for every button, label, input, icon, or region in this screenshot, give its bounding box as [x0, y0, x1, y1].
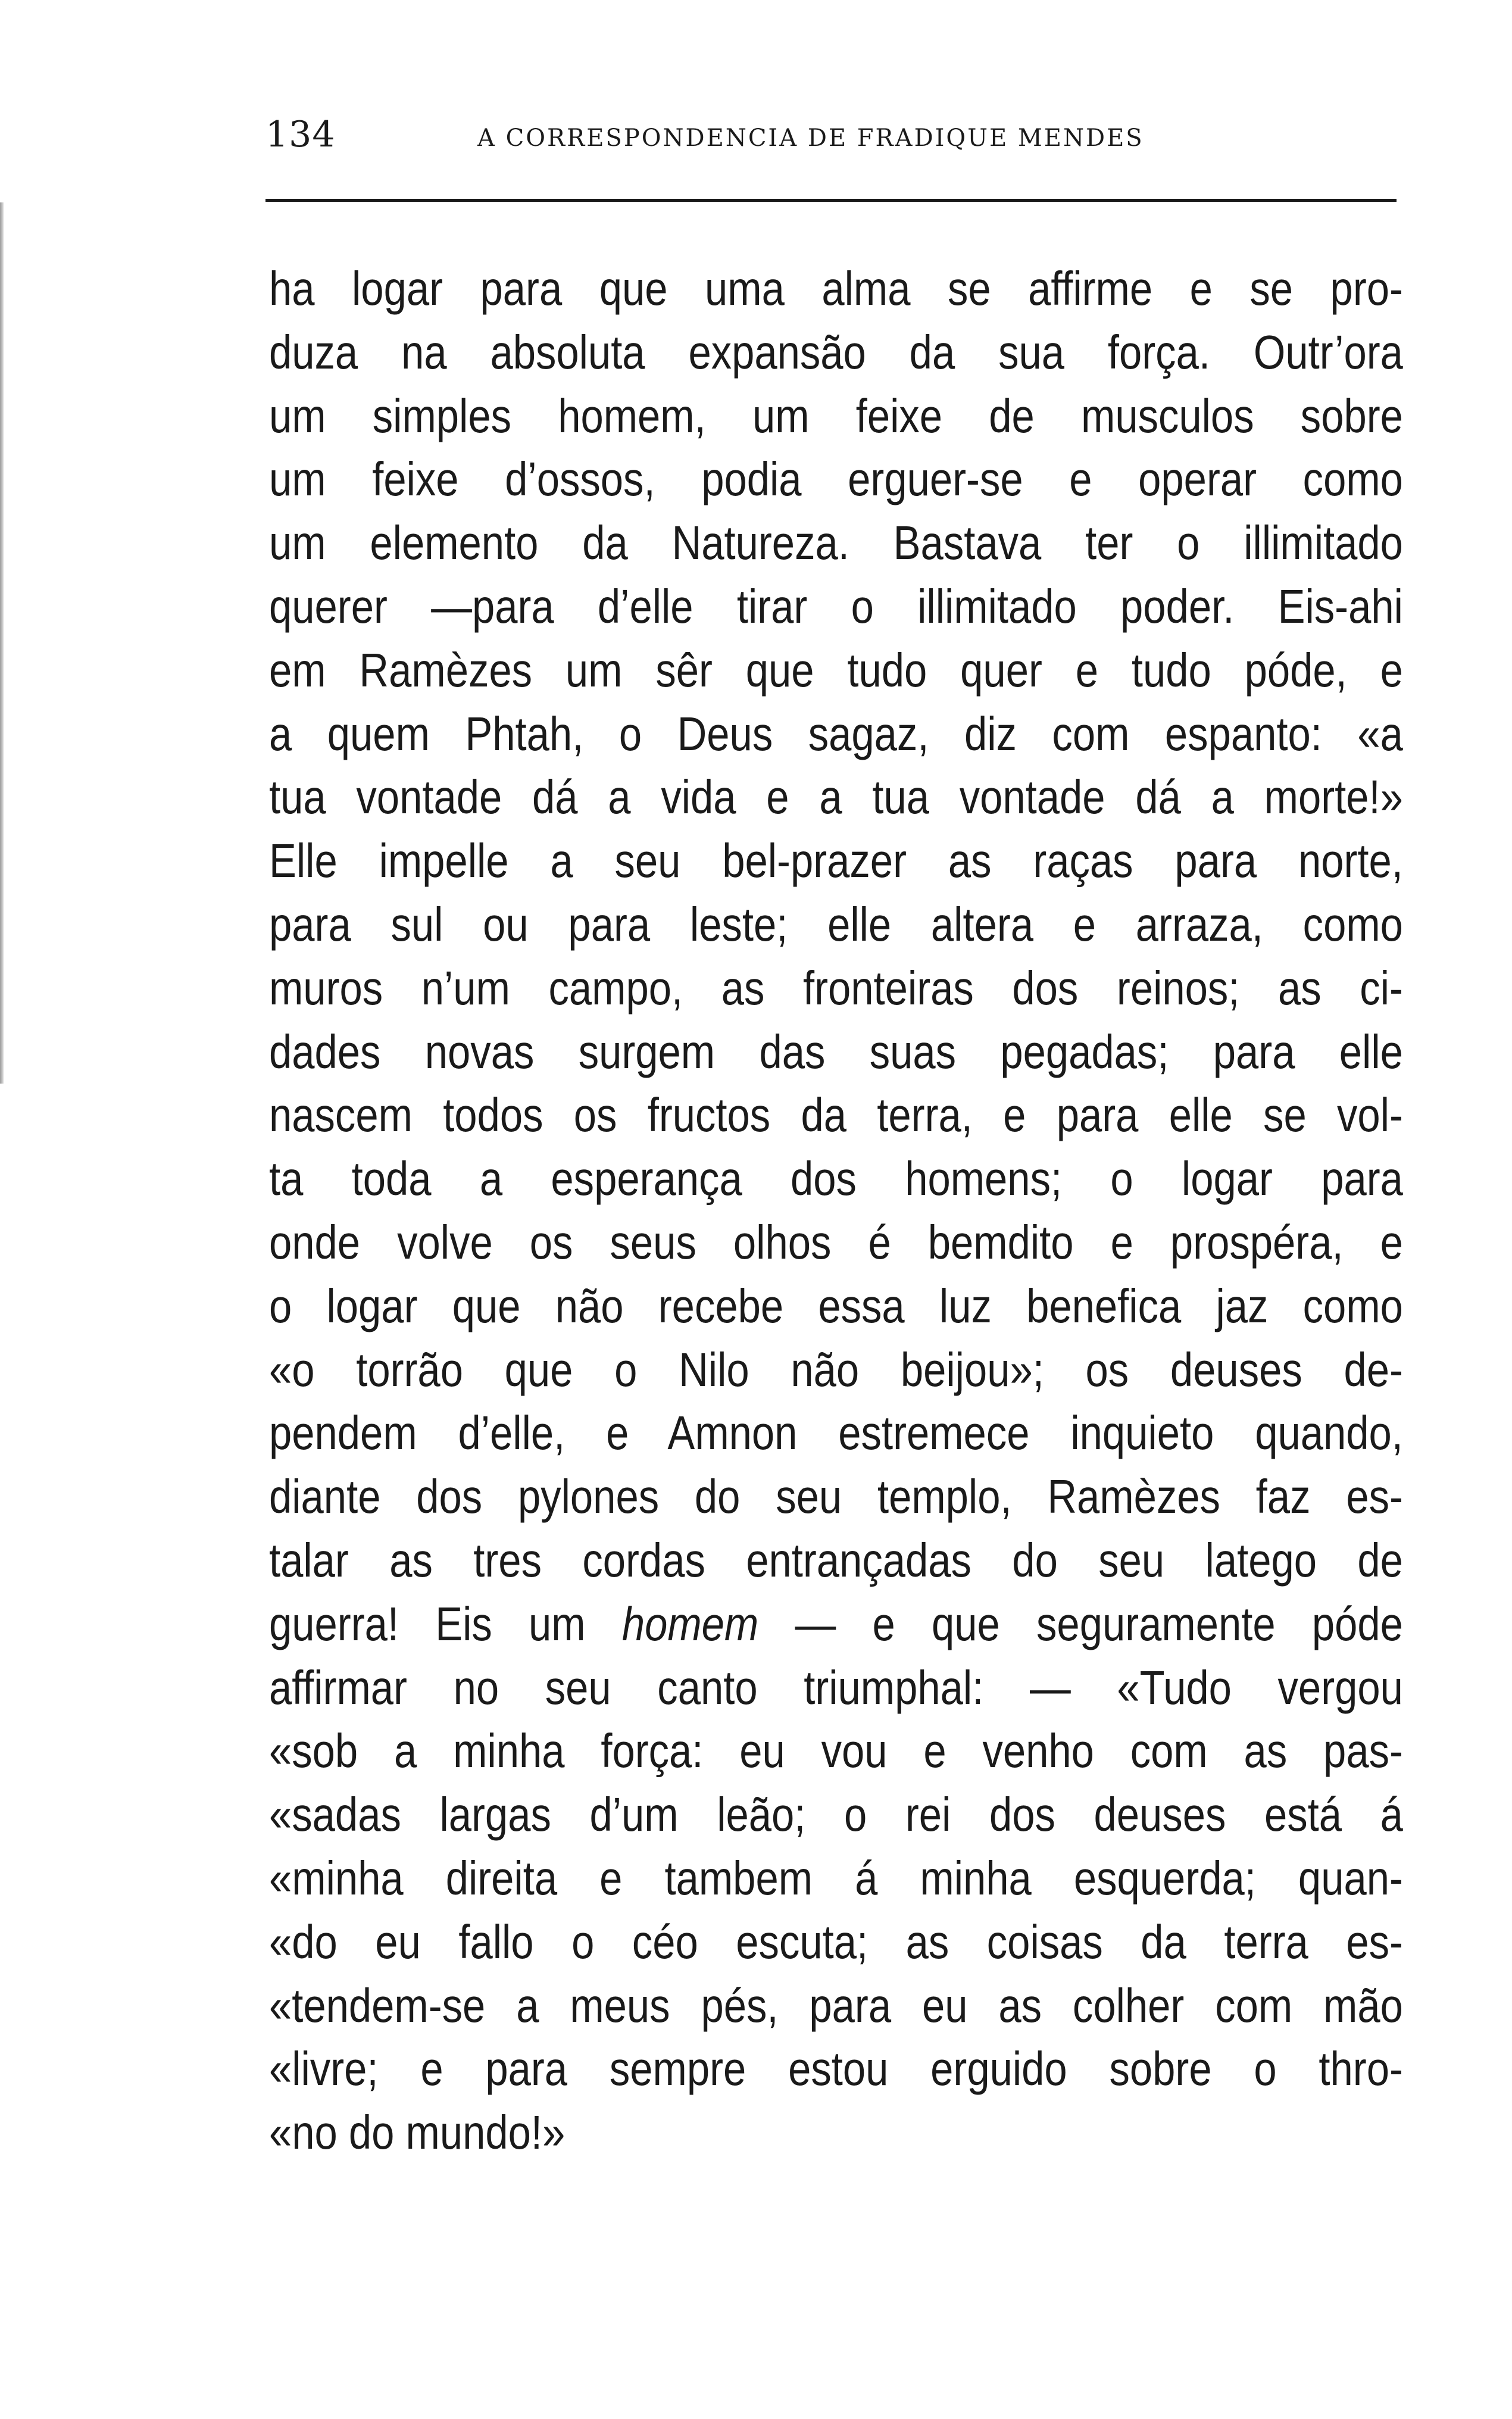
text-line: duza na absoluta expansão da sua força. Outr’ora	[269, 325, 1403, 379]
running-title: A CORRESPONDENCIA DE FRADIQUE MENDES	[477, 124, 1144, 152]
text-line: um elemento da Natureza. Bastava ter o illimitado	[269, 516, 1403, 570]
text-line: affirmar no seu canto triumphal: — «Tudo vergou	[269, 1660, 1403, 1714]
text-line: «minha direita e tambem á minha esquerda; quan-	[269, 1851, 1403, 1905]
text-line: querer —para d’elle tirar o illimitado poder. Eis-ahi	[269, 579, 1403, 633]
text-line: um feixe d’ossos, podia erguer-se e operar como	[269, 452, 1403, 506]
text-line: a quem Phtah, o Deus sagaz, diz com espanto: «a	[269, 707, 1403, 760]
text-segment: — e que seguramente póde	[795, 1597, 1403, 1650]
body-text	[269, 257, 1403, 2165]
text-line: «livre; e para sempre estou erguido sobre o thro-	[269, 2042, 1403, 2096]
text-line: «sadas largas d’um leão; o rei dos deuses está á	[269, 1788, 1403, 1841]
text-line: o logar que não recebe essa luz benefica jaz como	[269, 1279, 1403, 1332]
text-line: um simples homem, um feixe de musculos sobre	[269, 389, 1403, 442]
text-line: para sul ou para leste; elle altera e arraza, como	[269, 897, 1403, 951]
scan-edge-shadow	[0, 202, 4, 1084]
text-line: dades novas surgem das suas pegadas; para elle	[269, 1025, 1403, 1078]
italic-word: homem	[621, 1597, 759, 1650]
text-line: Elle impelle a seu bel-prazer as raças para norte,	[269, 834, 1403, 888]
text-line: nascem todos os fructos da terra, e para elle se vol-	[269, 1088, 1403, 1142]
text-line-with-italic	[269, 1593, 1403, 1656]
page-header	[265, 111, 1397, 158]
text-line: diante dos pylones do seu templo, Ramèzes faz es-	[269, 1470, 1403, 1524]
header-rule	[265, 199, 1397, 202]
text-line-last: «no do mundo!»	[269, 2106, 566, 2159]
text-line: em Ramèzes um sêr que tudo quer e tudo póde, e	[269, 643, 1403, 697]
page-number: 134	[265, 114, 336, 155]
text-line: ha logar para que uma alma se affirme e se pro-	[269, 262, 1403, 315]
text-line: ta toda a esperança dos homens; o logar para	[269, 1152, 1403, 1206]
text-line: «sob a minha força: eu vou e venho com as pas-	[269, 1724, 1403, 1778]
text-line: «do eu fallo o céo escuta; as coisas da terra es-	[269, 1915, 1403, 1968]
text-line: tua vontade dá a vida e a tua vontade dá a morte!»	[269, 770, 1403, 824]
text-line: pendem d’elle, e Amnon estremece inquieto quando,	[269, 1406, 1403, 1460]
text-line: onde volve os seus olhos é bemdito e prospéra, e	[269, 1215, 1403, 1269]
text-line: «o torrão que o Nilo não beijou»; os deuses de-	[269, 1343, 1403, 1396]
text-line: muros n’um campo, as fronteiras dos reinos; as ci-	[269, 961, 1403, 1015]
text-line: «tendem-se a meus pés, para eu as colher com mão	[269, 1978, 1403, 2032]
text-segment: guerra! Eis um	[269, 1597, 586, 1650]
text-line: talar as tres cordas entrançadas do seu latego de	[269, 1533, 1403, 1587]
